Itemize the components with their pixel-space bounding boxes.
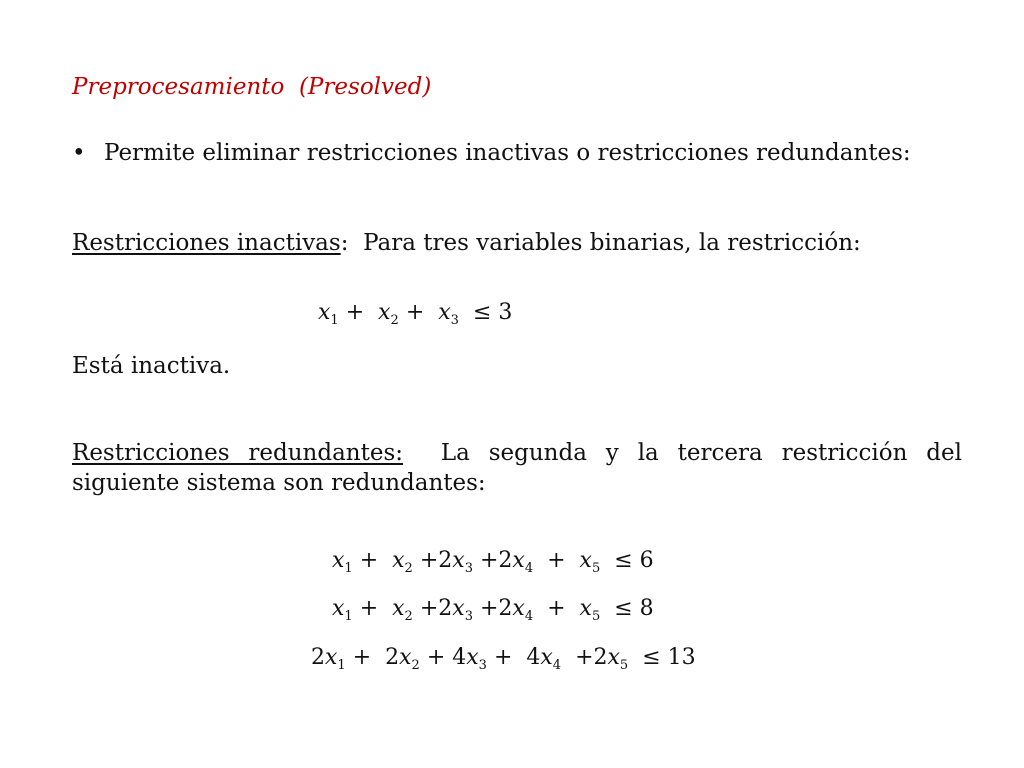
inactive-paragraph [72, 228, 962, 258]
redundant-paragraph [72, 438, 970, 498]
inactive-text: Para tres variables binarias, la restricción: [348, 230, 861, 256]
bullet-dot-icon: • [72, 140, 86, 166]
bullet-item [72, 138, 962, 168]
slide-title: Preprocesamiento (Presolved) [72, 74, 432, 100]
inactive-heading: Restricciones inactivas [72, 230, 341, 256]
system-equation-1: $x_1 + x_2 +2x_3 +2x_4 + x_5 \le 6$ [332, 548, 654, 576]
inactive-conclusion: Está inactiva. [72, 353, 231, 379]
inactive-colon: : [340, 230, 349, 256]
inactive-equation: $x_1 + x_2 + x_3 \le 3$ [318, 300, 513, 328]
redundant-text: La segunda y la tercera restricción del siguiente sistema son redundantes: [72, 440, 970, 496]
system-equation-3: $2x_1 + 2x_2 + 4x_3 + 4x_4 +2x_5 \le 13$ [311, 645, 696, 673]
system-equation-2: $x_1 + x_2 +2x_3 +2x_4 + x_5 \le 8$ [332, 596, 654, 624]
bullet-text: Permite eliminar restricciones inactivas o restricciones redundantes: [104, 140, 911, 166]
redundant-heading: Restricciones redundantes: [72, 440, 404, 466]
